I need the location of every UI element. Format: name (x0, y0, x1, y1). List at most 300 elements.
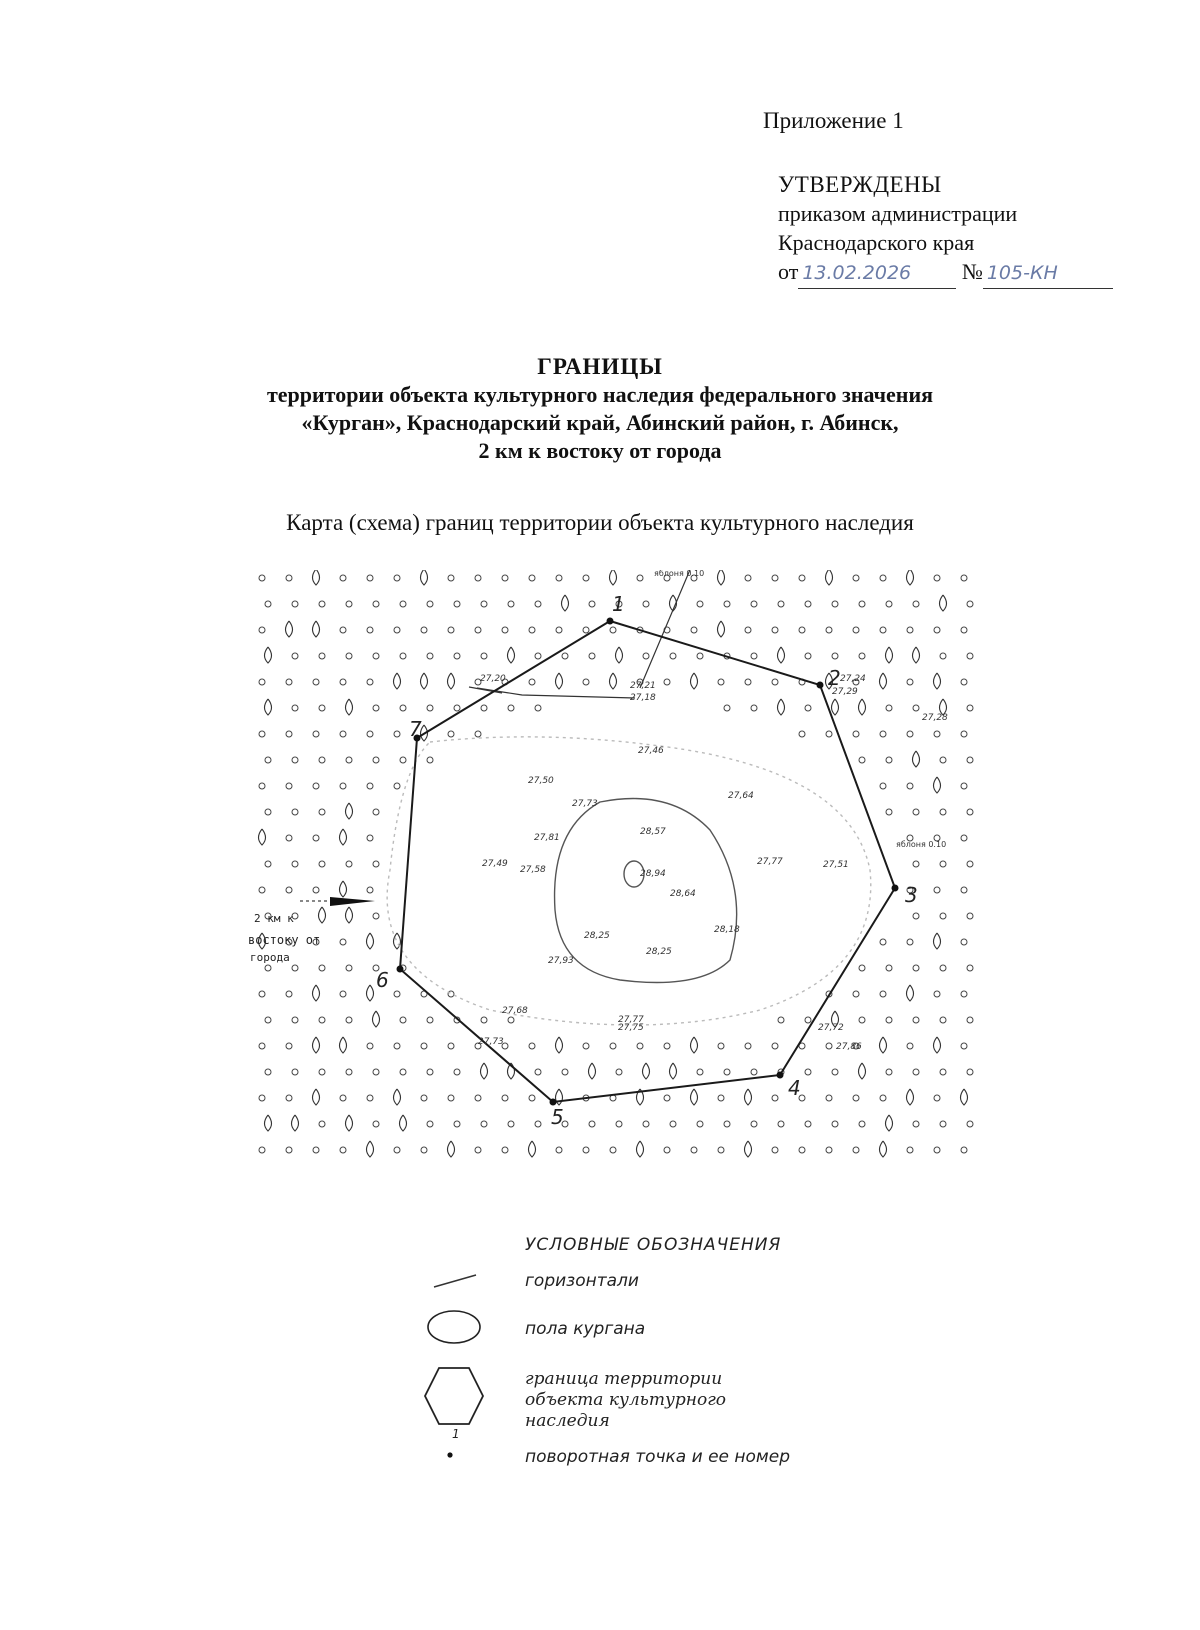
shrub-icon (340, 1147, 346, 1153)
turning-point-4 (777, 1072, 784, 1079)
shrub-icon (259, 1043, 265, 1049)
elevation-mark: 27,86 (836, 1042, 862, 1052)
elevation-mark: 27,77 (757, 857, 783, 867)
shrub-icon (265, 1069, 271, 1075)
shrub-icon (643, 601, 649, 607)
legend-label-turning-point: поворотная точка и ее номер (525, 1447, 790, 1467)
shrub-icon (448, 1095, 454, 1101)
shrub-icon (799, 731, 805, 737)
shrub-icon (373, 1069, 379, 1075)
shrub-icon (826, 1095, 832, 1101)
shrub-icon (319, 1121, 325, 1127)
shrub-icon (427, 1017, 433, 1023)
tree-icon (313, 570, 320, 585)
tree-icon (556, 1037, 563, 1053)
shrub-icon (934, 731, 940, 737)
shrub-icon (259, 1095, 265, 1101)
shrub-icon (340, 991, 346, 997)
shrub-icon (859, 757, 865, 763)
shrub-icon (373, 809, 379, 815)
tree-icon (448, 1141, 455, 1157)
tree-icon (670, 1063, 677, 1079)
turning-point-label-1: 1 (612, 592, 625, 616)
shrub-icon (373, 757, 379, 763)
shrub-icon (967, 1121, 973, 1127)
tree-label-top: яблоня 0.10 (654, 570, 705, 578)
shrub-icon (940, 809, 946, 815)
shrub-icon (832, 1121, 838, 1127)
shrub-icon (907, 1147, 913, 1153)
tree-icon (859, 1063, 866, 1079)
shrub-icon (427, 1121, 433, 1127)
shrub-icon (940, 757, 946, 763)
shrub-icon (427, 705, 433, 711)
shrub-icon (367, 679, 373, 685)
document-title (150, 353, 1050, 465)
shrub-icon (535, 653, 541, 659)
shrub-icon (313, 835, 319, 841)
shrub-icon (373, 861, 379, 867)
shrub-icon (319, 1069, 325, 1075)
tree-icon (934, 777, 941, 793)
tree-icon (934, 1037, 941, 1053)
shrub-icon (751, 1121, 757, 1127)
tree-icon (394, 673, 401, 689)
shrub-icon (286, 679, 292, 685)
shrub-icon (340, 575, 346, 581)
tree-icon (886, 647, 893, 663)
shrub-icon (508, 1121, 514, 1127)
shrub-icon (778, 601, 784, 607)
tree-icon (934, 673, 941, 689)
shrub-icon (799, 1147, 805, 1153)
shrub-icon (961, 783, 967, 789)
shrub-icon (940, 653, 946, 659)
shrub-icon (880, 1095, 886, 1101)
shrub-icon (394, 1043, 400, 1049)
title-line-1: ГРАНИЦЫ (537, 354, 663, 379)
shrub-icon (751, 705, 757, 711)
shrub-icon (967, 861, 973, 867)
shrub-icon (508, 601, 514, 607)
shrub-icon (805, 1069, 811, 1075)
shrub-icon (448, 575, 454, 581)
shrub-icon (637, 1043, 643, 1049)
shrub-icon (340, 783, 346, 789)
map-legend (420, 1235, 940, 1525)
shrub-icon (751, 1069, 757, 1075)
shrub-icon (292, 757, 298, 763)
shrub-icon (967, 653, 973, 659)
shrub-icon (697, 653, 703, 659)
shrub-icon (832, 1069, 838, 1075)
shrub-icon (670, 1121, 676, 1127)
shrub-icon (826, 627, 832, 633)
shrub-icon (859, 653, 865, 659)
shrub-icon (265, 601, 271, 607)
shrub-icon (805, 1121, 811, 1127)
tree-icon (616, 647, 623, 663)
elevation-mark: 28,25 (646, 947, 672, 957)
shrub-icon (745, 1043, 751, 1049)
shrub-icon (913, 809, 919, 815)
shrub-icon (751, 653, 757, 659)
tree-icon (610, 673, 617, 689)
tree-icon (340, 1037, 347, 1053)
shrub-icon (886, 965, 892, 971)
shrub-icon (583, 575, 589, 581)
shrub-icon (967, 913, 973, 919)
turning-point-6 (397, 966, 404, 973)
shrub-icon (664, 1095, 670, 1101)
tree-icon (259, 829, 266, 845)
shrub-icon (421, 627, 427, 633)
shrub-icon (718, 1095, 724, 1101)
shrub-icon (313, 679, 319, 685)
shrub-icon (967, 809, 973, 815)
shrub-icon (664, 1043, 670, 1049)
tree-icon (421, 673, 428, 689)
shrub-icon (400, 601, 406, 607)
boundary-map (240, 570, 1000, 1180)
shrub-icon (880, 991, 886, 997)
shrub-icon (286, 1043, 292, 1049)
shrub-icon (772, 1043, 778, 1049)
tree-icon (313, 985, 320, 1001)
tree-labels (654, 570, 946, 849)
tree-icon (589, 1063, 596, 1079)
shrub-icon (940, 1121, 946, 1127)
tree-icon (346, 1115, 353, 1131)
shrub-icon (286, 835, 292, 841)
shrub-icon (670, 653, 676, 659)
turning-point-label-5: 5 (551, 1105, 564, 1129)
shrub-icon (826, 731, 832, 737)
elevation-mark: 27,72 (818, 1023, 844, 1033)
approval-line-3: Краснодарского края (778, 230, 975, 255)
elevation-mark: 27,81 (534, 833, 560, 843)
shrub-icon (664, 1147, 670, 1153)
tree-icon (346, 699, 353, 715)
shrub-icon (319, 1017, 325, 1023)
shrub-icon (346, 653, 352, 659)
shrub-icon (967, 705, 973, 711)
direction-pointer (248, 897, 375, 964)
tree-icon (562, 595, 569, 611)
number-prefix: № (961, 259, 983, 284)
shrub-icon (556, 1147, 562, 1153)
legend-title: УСЛОВНЫЕ ОБОЗНАЧЕНИЯ (525, 1235, 782, 1255)
shrub-icon (880, 575, 886, 581)
shrub-icon (913, 601, 919, 607)
shrub-icon (529, 1043, 535, 1049)
mound-ellipse-icon (424, 1307, 484, 1347)
legend-label-mound: пола кургана (525, 1319, 646, 1339)
tree-icon (508, 647, 515, 663)
shrub-icon (886, 601, 892, 607)
shrub-icon (853, 731, 859, 737)
shrub-icon (859, 965, 865, 971)
title-line-2: территории объекта культурного наследия федерального значения (266, 382, 934, 407)
shrub-icon (589, 653, 595, 659)
shrub-icon (718, 679, 724, 685)
shrub-icon (799, 627, 805, 633)
elevation-mark: 28,18 (714, 925, 740, 935)
turning-point-label-4: 4 (788, 1076, 801, 1100)
shrub-icon (664, 679, 670, 685)
shrub-icon (724, 705, 730, 711)
shrub-icon (313, 731, 319, 737)
shrub-icon (940, 965, 946, 971)
tree-icon (313, 1037, 320, 1053)
shrub-icon (292, 653, 298, 659)
shrub-icon (259, 575, 265, 581)
shrub-icon (535, 1069, 541, 1075)
title-line-3: «Курган», Краснодарский край, Абинский район, г. Абинск, (301, 410, 899, 435)
shrub-icon (907, 731, 913, 737)
shrub-icon (394, 731, 400, 737)
shrub-icon (745, 627, 751, 633)
shrub-icon (454, 1121, 460, 1127)
elevation-mark: 27,93 (548, 956, 574, 966)
shrub-icon (481, 601, 487, 607)
shrub-icon (853, 575, 859, 581)
tree-icon (913, 647, 920, 663)
shrub-icon (934, 575, 940, 581)
shrub-icon (913, 913, 919, 919)
tree-icon (556, 1089, 563, 1105)
tree-icon (346, 907, 353, 923)
shrub-icon (583, 679, 589, 685)
shrub-icon (751, 601, 757, 607)
shrub-icon (502, 575, 508, 581)
shrub-icon (508, 705, 514, 711)
elevation-mark: 27,75 (618, 1023, 644, 1033)
shrub-icon (913, 861, 919, 867)
elevation-mark: 27,50 (528, 776, 554, 786)
turning-point-label-2: 2 (828, 666, 841, 690)
shrub-icon (961, 1147, 967, 1153)
shrub-icon (589, 1121, 595, 1127)
svg-text:1: 1 (452, 1427, 460, 1441)
shrub-icon (961, 939, 967, 945)
shrub-icon (346, 601, 352, 607)
shrub-icon (697, 601, 703, 607)
tree-icon (880, 1037, 887, 1053)
shrub-icon (961, 627, 967, 633)
shrub-icon (340, 1095, 346, 1101)
shrub-icon (610, 1043, 616, 1049)
elevation-mark: 27,68 (502, 1006, 528, 1016)
elevation-mark: 27,21 (630, 681, 656, 691)
shrub-icon (265, 1017, 271, 1023)
tree-icon (286, 621, 293, 637)
shrub-icon (346, 965, 352, 971)
tree-icon (778, 699, 785, 715)
shrub-icon (286, 575, 292, 581)
map-subtitle: Карта (схема) границ территории объекта культурного наследия (286, 510, 914, 535)
shrub-icon (346, 1069, 352, 1075)
shrub-icon (718, 1043, 724, 1049)
shrub-icon (724, 1121, 730, 1127)
shrub-icon (475, 731, 481, 737)
shrub-icon (724, 1069, 730, 1075)
shrub-icon (259, 1147, 265, 1153)
shrub-icon (367, 783, 373, 789)
shrub-icon (805, 653, 811, 659)
shrub-icon (610, 627, 616, 633)
tree-icon (745, 1089, 752, 1105)
shrub-icon (853, 627, 859, 633)
shrub-icon (913, 1069, 919, 1075)
shrub-icon (346, 757, 352, 763)
shrub-icon (535, 601, 541, 607)
shrub-icon (961, 731, 967, 737)
number-handwritten: 105-КН (983, 259, 1113, 289)
shrub-icon (265, 757, 271, 763)
elevation-mark: 27,49 (482, 859, 508, 869)
shrub-icon (940, 1017, 946, 1023)
shrub-icon (340, 731, 346, 737)
shrub-icon (373, 653, 379, 659)
shrub-icon (961, 835, 967, 841)
shrub-icon (502, 1147, 508, 1153)
shrub-icon (805, 601, 811, 607)
shrub-icon (934, 627, 940, 633)
shrub-icon (259, 731, 265, 737)
tree-icon (265, 647, 272, 663)
shrub-icon (772, 679, 778, 685)
shrub-icon (913, 1017, 919, 1023)
shrub-icon (934, 1095, 940, 1101)
shrub-icon (292, 965, 298, 971)
shrub-icon (367, 627, 373, 633)
shrub-icon (961, 991, 967, 997)
shrub-icon (961, 1043, 967, 1049)
shrub-icon (481, 1121, 487, 1127)
elevation-mark: 27,46 (638, 746, 664, 756)
shrub-icon (610, 1147, 616, 1153)
shrub-icon (967, 1069, 973, 1075)
hexagon-icon (422, 1363, 486, 1429)
shrub-icon (319, 653, 325, 659)
elevation-mark: 27,77 (618, 1015, 644, 1025)
tree-icon (637, 1141, 644, 1157)
shrub-icon (292, 705, 298, 711)
tree-icon (880, 673, 887, 689)
shrub-icon (745, 575, 751, 581)
approval-date-line (778, 257, 1113, 289)
shrub-icon (880, 939, 886, 945)
shrub-icon (502, 1095, 508, 1101)
shrub-icon (697, 1121, 703, 1127)
shrub-icon (886, 809, 892, 815)
shrub-icon (880, 627, 886, 633)
survey-line-b (640, 570, 692, 688)
shrub-icon (556, 627, 562, 633)
shrub-icon (454, 1069, 460, 1075)
shrub-icon (940, 861, 946, 867)
shrub-icon (832, 601, 838, 607)
shrub-icon (643, 653, 649, 659)
approval-heading: УТВЕРЖДЕНЫ (778, 172, 942, 197)
shrub-icon (799, 575, 805, 581)
shrub-icon (340, 939, 346, 945)
contour-outer (387, 737, 871, 1025)
tree-icon (913, 751, 920, 767)
shrub-icon (286, 887, 292, 893)
shrub-icon (529, 679, 535, 685)
shrub-icon (934, 1147, 940, 1153)
shrub-icon (826, 1147, 832, 1153)
shrub-icon (643, 1121, 649, 1127)
shrub-icon (772, 1095, 778, 1101)
shrub-icon (913, 1121, 919, 1127)
shrub-icon (346, 1017, 352, 1023)
tree-icon (691, 1089, 698, 1105)
tree-icon (265, 699, 272, 715)
pointer-label-2: востоку от (248, 933, 321, 947)
tree-icon (394, 933, 401, 949)
elevation-mark: 27,29 (832, 687, 858, 697)
shrub-icon (292, 1017, 298, 1023)
shrub-icon (400, 1069, 406, 1075)
shrub-icon (400, 653, 406, 659)
shrub-icon (481, 1017, 487, 1023)
elevation-mark: 27,73 (478, 1037, 504, 1047)
tree-icon (691, 1037, 698, 1053)
shrub-icon (886, 757, 892, 763)
shrub-icon (286, 1147, 292, 1153)
shrub-icon (691, 1147, 697, 1153)
shrub-icon (853, 1147, 859, 1153)
shrub-icon (373, 913, 379, 919)
shrub-icon (427, 757, 433, 763)
shrub-icon (448, 1043, 454, 1049)
shrub-icon (475, 1095, 481, 1101)
shrub-icon (691, 627, 697, 633)
shrub-icon (421, 1043, 427, 1049)
elevation-mark: 27,18 (630, 693, 656, 703)
shrub-icon (502, 627, 508, 633)
tree-icon (934, 933, 941, 949)
shrub-icon (313, 783, 319, 789)
shrub-icon (421, 1147, 427, 1153)
shrub-icon (367, 1095, 373, 1101)
shrub-icon (772, 575, 778, 581)
appendix-label: Приложение 1 (763, 108, 904, 133)
orchard-symbols (259, 570, 974, 1157)
shrub-icon (805, 1017, 811, 1023)
shrub-icon (907, 679, 913, 685)
shrub-icon (448, 731, 454, 737)
shrub-icon (745, 679, 751, 685)
shrub-icon (475, 575, 481, 581)
shrub-icon (724, 601, 730, 607)
shrub-icon (616, 1121, 622, 1127)
shrub-icon (940, 1069, 946, 1075)
shrub-icon (319, 705, 325, 711)
pointer-label-1: 2 км к (254, 912, 294, 925)
shrub-icon (940, 913, 946, 919)
tree-icon (778, 647, 785, 663)
tree-icon (826, 570, 833, 585)
shrub-icon (319, 809, 325, 815)
tree-icon (745, 1141, 752, 1157)
shrub-icon (259, 783, 265, 789)
shrub-icon (778, 1017, 784, 1023)
shrub-icon (394, 575, 400, 581)
